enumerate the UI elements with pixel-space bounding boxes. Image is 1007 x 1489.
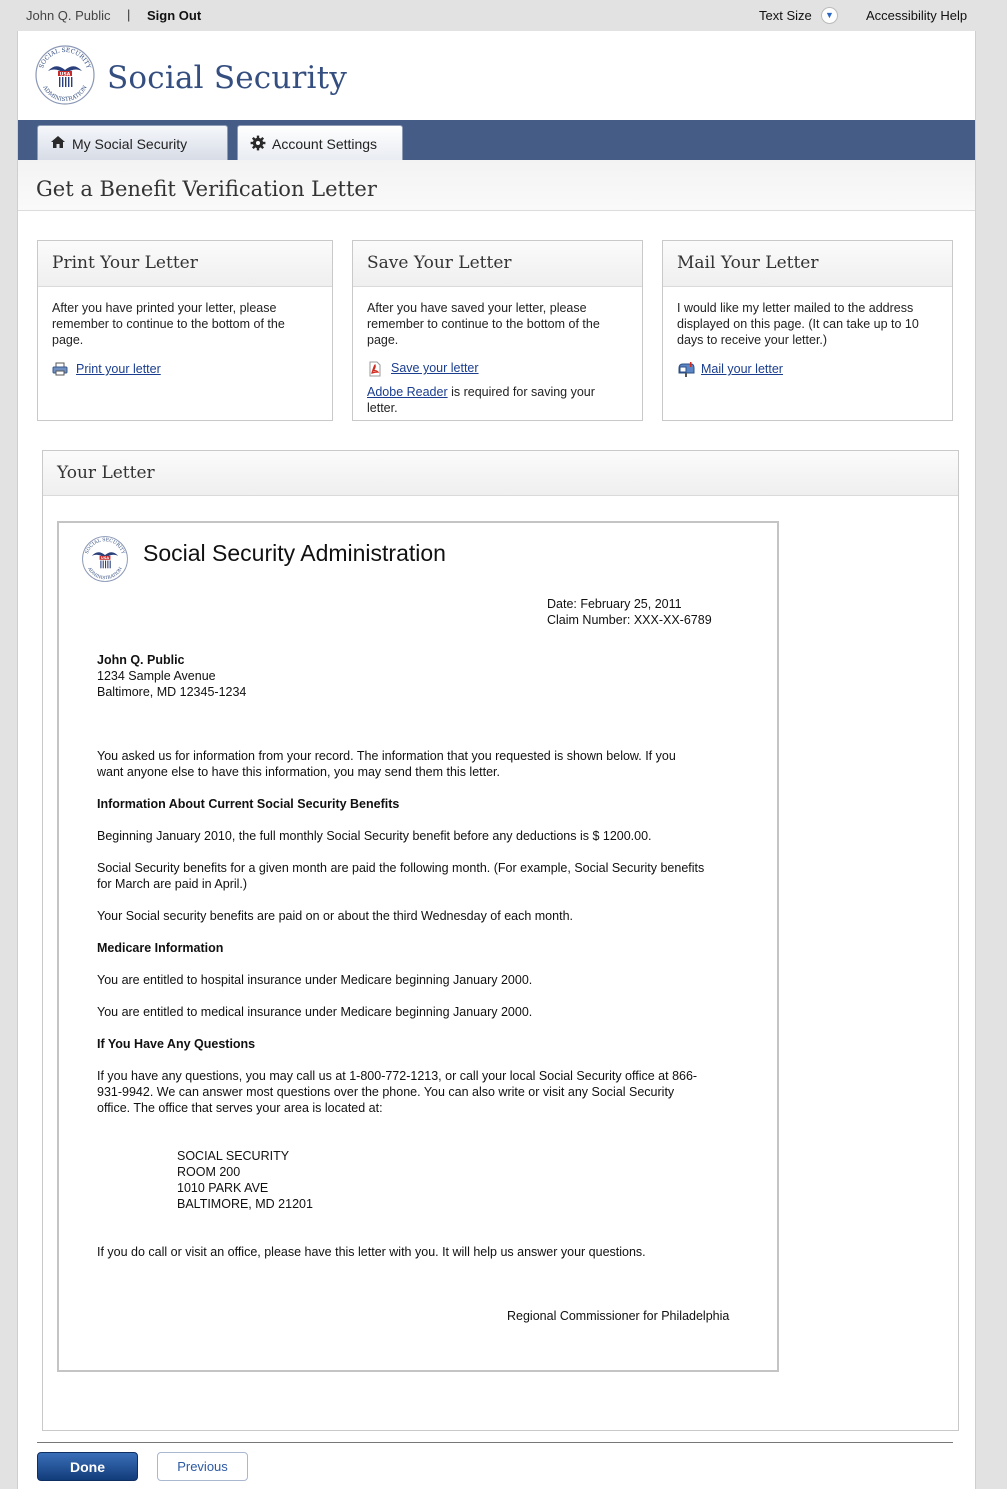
tab-account-settings[interactable] <box>237 125 403 160</box>
letter-text: for March are paid in April.) <box>97 877 248 891</box>
ssa-seal-logo[interactable] <box>34 44 96 106</box>
letter-text: want anyone else to have this information, you may send them this letter. <box>97 765 500 779</box>
letter-text: office. The office that serves your area is located at: <box>97 1101 383 1115</box>
print-letter-link[interactable]: Print your letter <box>76 362 161 376</box>
reader-note: is required for saving your letter. <box>367 385 595 415</box>
letter-claim-number: Claim Number: XXX-XX-6789 <box>547 613 712 627</box>
divider: | <box>127 7 131 22</box>
text-size-dropdown-button[interactable] <box>821 7 838 24</box>
previous-button[interactable]: Previous <box>157 1452 248 1481</box>
section-title: Your Letter <box>43 451 958 496</box>
page-title-bar <box>18 160 975 211</box>
card-title: Save Your Letter <box>353 241 642 287</box>
letter-heading: If You Have Any Questions <box>97 1037 256 1051</box>
mail-letter-link[interactable]: Mail your letter <box>701 362 783 376</box>
header <box>18 31 975 120</box>
office-address-line: SOCIAL SECURITY <box>177 1149 290 1163</box>
utility-bar <box>0 0 1007 31</box>
text-size-label: Text Size <box>759 8 812 23</box>
svg-text:USA: USA <box>101 556 109 561</box>
letter-signature: Regional Commissioner for Philadelphia <box>507 1309 730 1323</box>
pdf-icon <box>367 361 383 375</box>
svg-text:ADMINISTRATION: ADMINISTRATION <box>41 84 89 104</box>
your-letter-section <box>42 450 959 1431</box>
divider <box>37 1442 953 1443</box>
home-icon <box>50 135 66 153</box>
letter-text: If you have any questions, you may call us at 1-800-772-1213, or call your local Social Security office at 866- <box>97 1069 698 1083</box>
letter-text: 931-9942. We can answer most questions over the phone. You can also write or visit any Social Security <box>97 1085 675 1099</box>
svg-text:SOCIAL SECURITY: SOCIAL SECURITY <box>85 538 125 555</box>
user-name: John Q. Public <box>26 8 111 23</box>
page-title: Get a Benefit Verification Letter <box>36 177 377 201</box>
office-address-line: BALTIMORE, MD 21201 <box>177 1197 313 1211</box>
letter-text: Social Security benefits for a given month are paid the following month. (For example, Social Security benefits <box>97 861 705 875</box>
tab-label: Account Settings <box>272 136 378 152</box>
accessibility-help-link[interactable]: Accessibility Help <box>866 8 968 23</box>
ssa-seal-logo <box>81 535 129 583</box>
main-nav <box>18 120 975 160</box>
letter-text: You are entitled to medical insurance under Medicare beginning January 2000. <box>97 1005 533 1019</box>
gear-icon <box>250 135 266 155</box>
brand-title: Social Security <box>107 60 348 96</box>
card-text: I would like my letter mailed to the address displayed on this page. (It can take up to 10 days to receive your letter.) <box>677 301 919 347</box>
card-title: Mail Your Letter <box>663 241 952 287</box>
letter-text: If you do call or visit an office, please have this letter with you. It will help us answer your questions. <box>97 1245 646 1259</box>
letter-heading: Information About Current Social Security Benefits <box>97 797 400 811</box>
done-button[interactable]: Done <box>37 1452 138 1481</box>
recipient-city: Baltimore, MD 12345-1234 <box>97 685 247 699</box>
chevron-down-icon: ▼ <box>825 10 834 20</box>
office-address-line: 1010 PARK AVE <box>177 1181 269 1195</box>
tab-my-social-security[interactable] <box>37 125 228 160</box>
letter-heading: Medicare Information <box>97 941 224 955</box>
letter-text: You asked us for information from your record. The information that you requested is shown below. If you <box>97 749 676 763</box>
print-letter-card <box>37 240 333 421</box>
sign-out-link[interactable]: Sign Out <box>147 8 202 23</box>
card-text: After you have saved your letter, please remember to continue to the bottom of the page. <box>367 301 600 347</box>
recipient-street: 1234 Sample Avenue <box>97 669 216 683</box>
letter-org-name: Social Security Administration <box>143 540 446 566</box>
tab-label: My Social Security <box>72 136 188 152</box>
letter-date: Date: February 25, 2011 <box>547 597 682 611</box>
benefit-verification-letter <box>57 521 779 1372</box>
office-address-line: ROOM 200 <box>177 1165 241 1179</box>
card-title: Print Your Letter <box>38 241 332 287</box>
letter-text: Beginning January 2010, the full monthly Social Security benefit before any deductions is $ 1200.00. <box>97 829 652 843</box>
save-letter-link[interactable]: Save your letter <box>391 361 479 375</box>
mailbox-icon <box>677 362 693 376</box>
letter-text: You are entitled to hospital insurance under Medicare beginning January 2000. <box>97 973 533 987</box>
svg-text:USA: USA <box>59 72 71 78</box>
svg-text:ADMINISTRATION: ADMINISTRATION <box>86 566 124 582</box>
main-panel <box>17 31 976 1489</box>
printer-icon <box>52 362 68 376</box>
recipient-name: John Q. Public <box>97 653 185 667</box>
adobe-reader-link[interactable]: Adobe Reader <box>367 385 448 399</box>
svg-text:SOCIAL SECURITY: SOCIAL SECURITY <box>38 46 92 70</box>
save-letter-card <box>352 240 643 421</box>
mail-letter-card <box>662 240 953 421</box>
letter-text: Your Social security benefits are paid on or about the third Wednesday of each month. <box>97 909 573 923</box>
card-text: After you have printed your letter, please remember to continue to the bottom of the page. <box>52 301 285 347</box>
